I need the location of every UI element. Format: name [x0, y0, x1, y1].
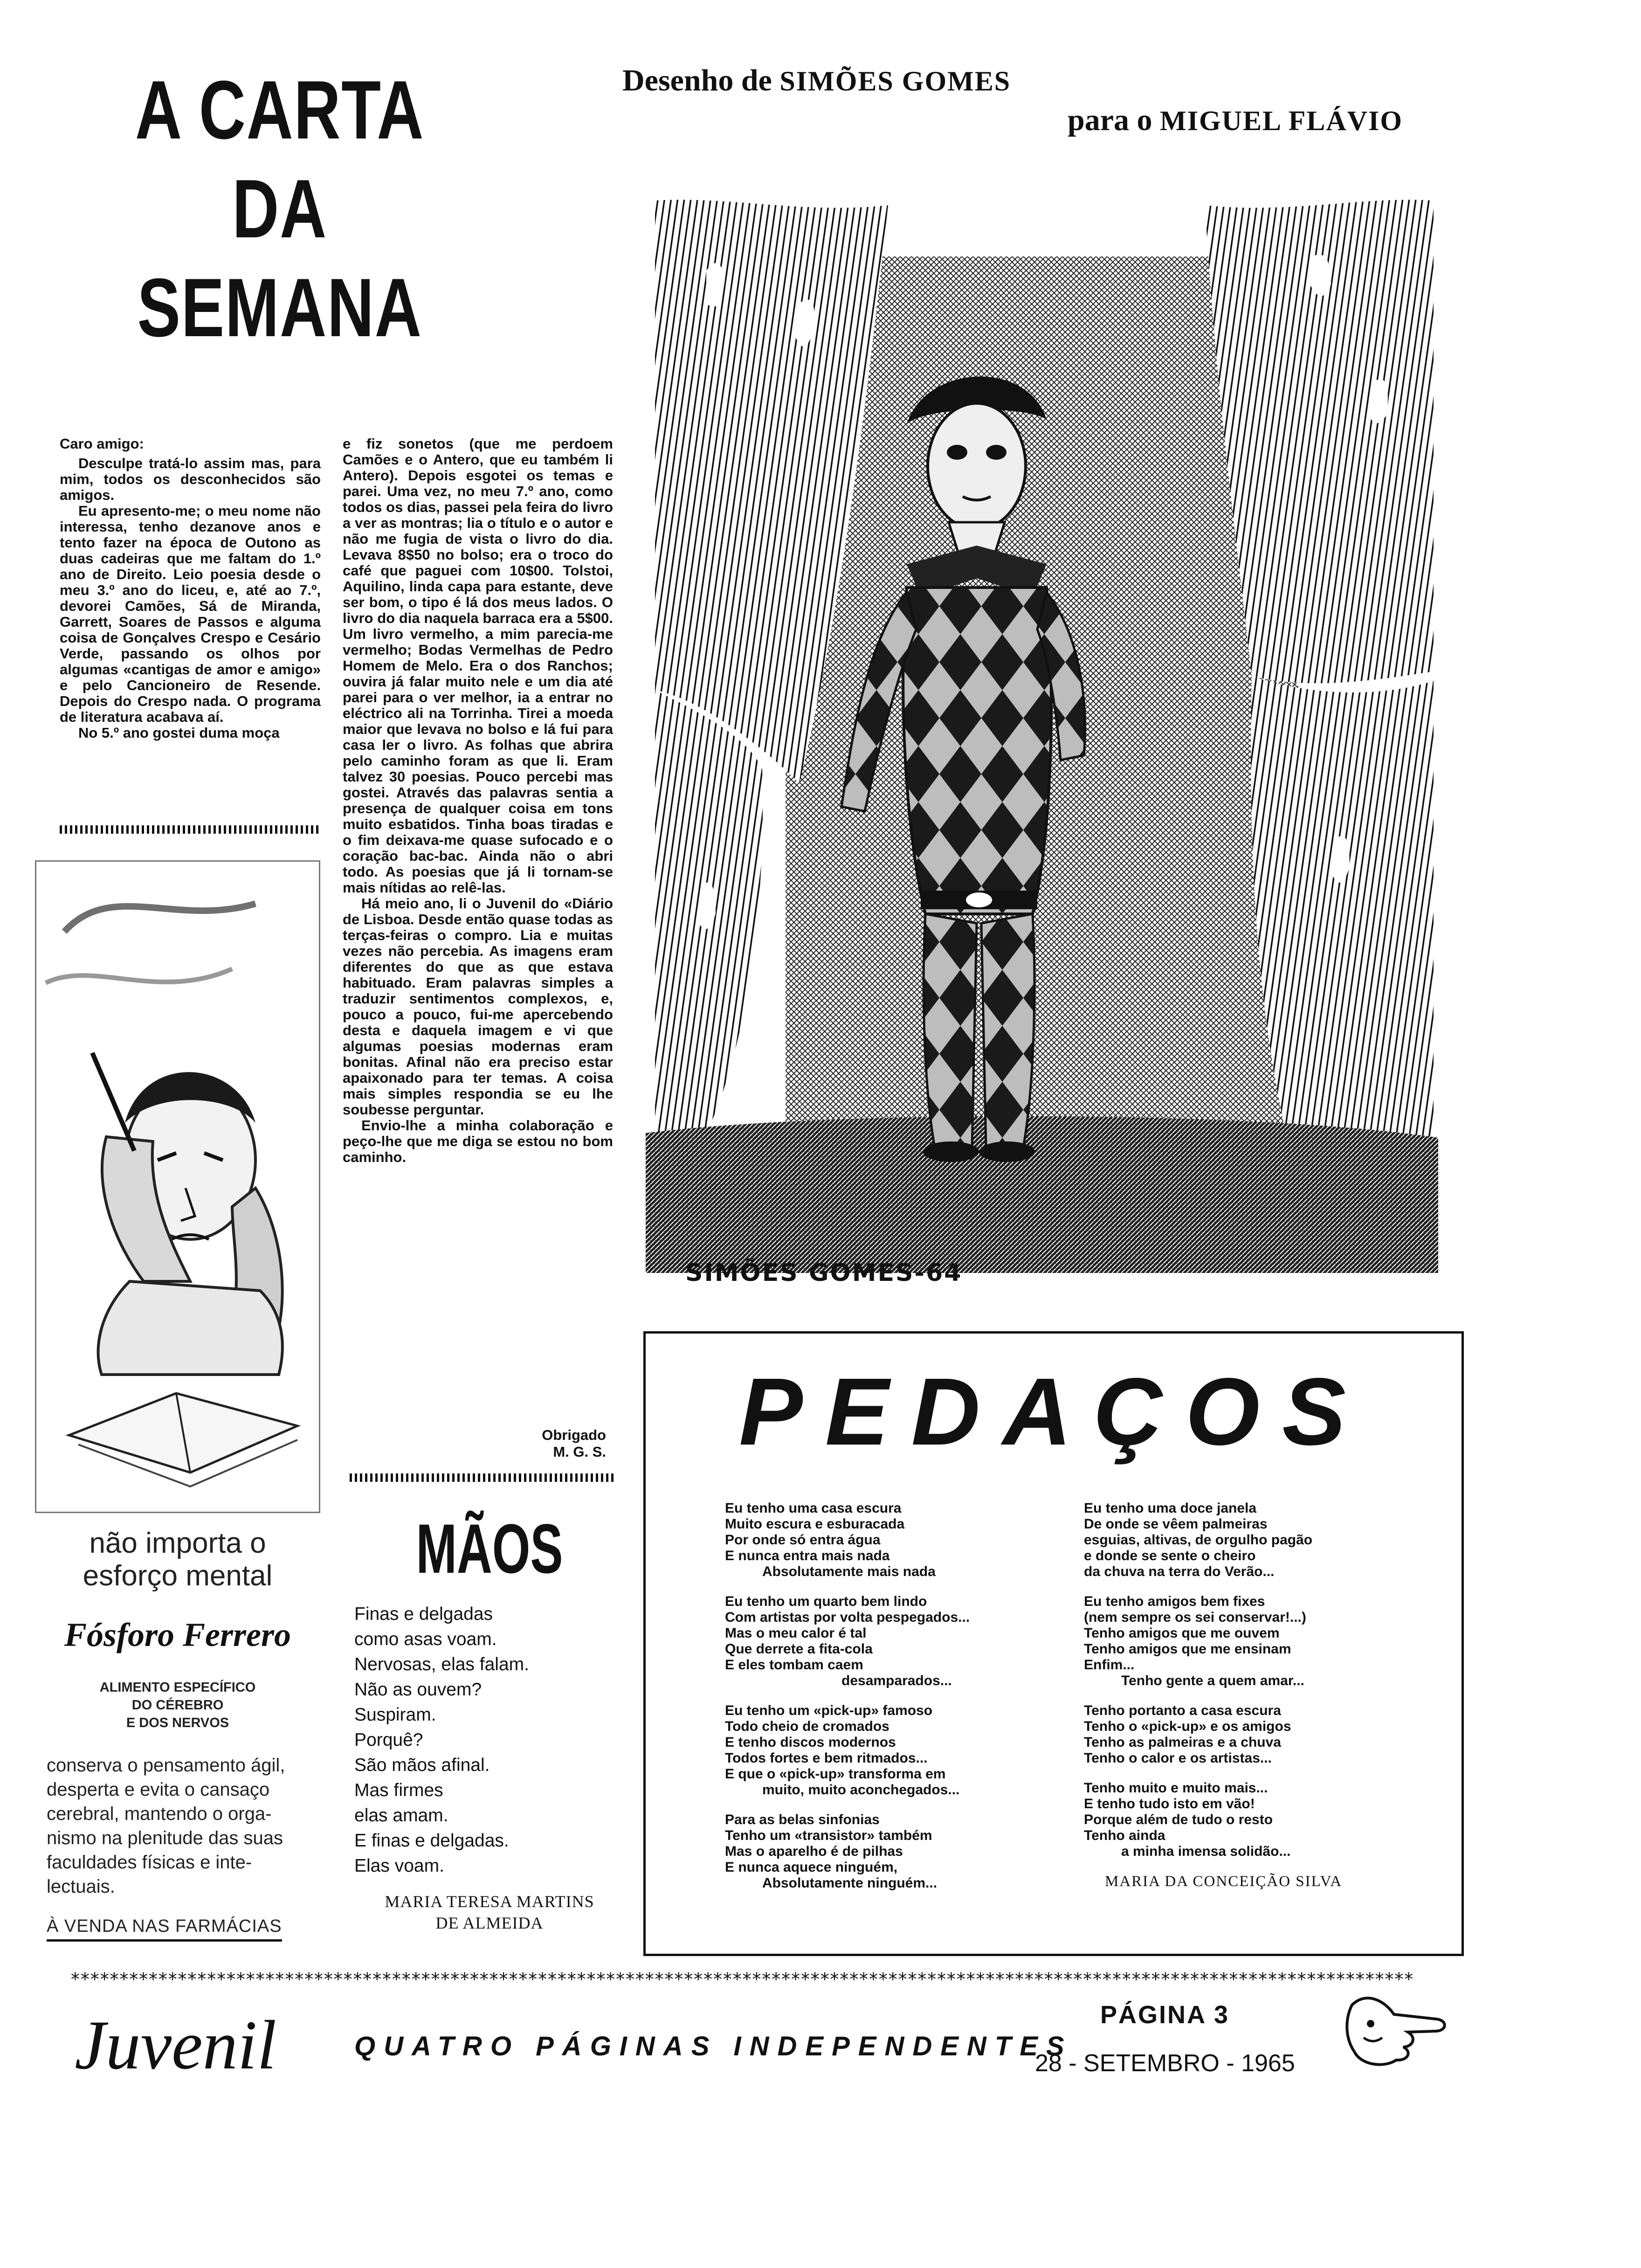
- poem-line: São mãos afinal.: [354, 1755, 490, 1775]
- ad-body: conserva o pensamento ágil, desperta e evita o cansaço cerebral, mantendo o orga- nismo na plenitude das suas faculdades físicas e inte- lectuais.: [47, 1755, 285, 1897]
- stanza: Eu tenho amigos bem fixes (nem sempre os sei conservar!...) Tenho amigos que me ouvem Tenho amigos que me ensinam Enfim... Tenho gente a quem amar...: [1084, 1594, 1306, 1688]
- letter-paragraph: Há meio ano, li o Juvenil do «Diário de Lisboa. Desde então quase todas as terças-feiras o compro. Lia e muitas vezes não percebia. As imagens eram diferentes do que as que estava habituado. Eram palavras simples a traduzir sentimentos complexos, e, pouco a pouco, fui-me apercebendo desta e daquela imagem e vi que algumas poesias modernas eram bonitas. Afinal não era preciso estar apaixonado para ter temas. A coisa mais simples respondia se eu lhe soubesse perguntar.: [343, 895, 613, 1118]
- maos-poem-title: MÃOS: [416, 1509, 563, 1588]
- ad-subtitle: ALIMENTO ESPECÍFICO DO CÉREBRO E DOS NERVOS: [99, 1680, 256, 1730]
- poem-line: E finas e delgadas.: [354, 1831, 509, 1851]
- letter-paragraph: Envio-lhe a minha colaboração e peço-lhe que me diga se estou no bom caminho.: [343, 1117, 613, 1165]
- issue-date: 28 - SETEMBRO - 1965: [1035, 2050, 1295, 2077]
- poem-line: Elas voam.: [354, 1856, 444, 1876]
- zigzag-divider: [350, 1473, 615, 1482]
- ad-slogan: não importa o esforço mental: [83, 1527, 273, 1592]
- ad-brand-logo: Fósforo Ferrero: [64, 1616, 291, 1653]
- ad-footer: À VENDA NAS FARMÁCIAS: [47, 1916, 282, 1942]
- stanza: Eu tenho um «pick-up» famoso Todo cheio de cromados E tenho discos modernos Todos fortes e bem ritmados... E que o «pick-up» transforma em muito, muito aconchegados...: [725, 1703, 960, 1798]
- letter-paragraph: Desculpe tratá-lo assim mas, para mim, todos os desconhecidos são amigos.: [60, 455, 321, 503]
- letter-initials: M. G. S.: [553, 1444, 606, 1460]
- poem-line: Porquê?: [354, 1730, 423, 1750]
- pedacos-column-1: [725, 1500, 1051, 1905]
- stanza: Eu tenho uma casa escura Muito escura e esburacada Por onde só entra água E nunca entra mais nada Absolutamente mais nada: [725, 1500, 936, 1579]
- drawing-credit-line-1: Desenho de SIMÕES GOMES: [622, 63, 1011, 97]
- pedacos-title: PEDAÇOS: [739, 1358, 1368, 1465]
- zigzag-divider: [60, 825, 321, 834]
- drawing-credit-line-2: para o MIGUEL FLÁVIO: [1068, 103, 1403, 137]
- headline: [127, 61, 432, 357]
- letter-paragraph: No 5.º ano gostei duma moça: [78, 725, 280, 741]
- stanza: Eu tenho uma doce janela De onde se vêem palmeiras esguias, altivas, de orgulho pagão e donde se sente o cheiro da chuva na terra do Verão...: [1084, 1500, 1313, 1579]
- letter-paragraph: e fiz sonetos (que me perdoem Camões e o Antero, que eu também li Antero). Depois esgotei os temas e parei. Uma vez, no meu 7.º ano, como todos os dias, passei pela feira do livro a ver as montras; lia o título e o autor e não me fugia de vista o livro do dia. Levava 8$50 no bolso; era o troco do café que paguei com 10$00. Tolstoi, Aquilino, linda capa para estante, deve ser bom, o tipo é lá dos meus lados. O livro do dia naquela barraca era a 5$00. Um livro vermelho, a mim parecia-me vermelho; Bodas Vermelhas de Pedro Homem de Melo. Era o dos Ranchos; ouvira já falar muito nele e um dia até parei para o ver melhor, ia a entrar no eléctrico ali na Torrinha. Tirei a moeda maior que levava no bolso e lá fui para casa ler o livro. As folhas que abrira pelo caminho foram as que li. Eram talvez 30 poesias. Pouco percebi mas gostei. Através das palavras sentia a presença de qualquer coisa em tons muito esbatidos. Tinha boas tiradas e o fim deixava-me quase sufocado e o coração bac-bac. Ainda não o abri todo. As poesias que já li tornam-se mais nítidas ao relê-las.: [343, 436, 613, 896]
- maos-poem-author: MARIA TERESA MARTINS DE ALMEIDA: [385, 1892, 594, 1932]
- stanza: Tenho muito e muito mais... E tenho tudo isto em vão! Porque além de tudo o resto Tenho ainda a minha imensa solidão...: [1084, 1780, 1291, 1859]
- maos-poem-body: [354, 1602, 529, 1879]
- pedacos-column-2: [1084, 1500, 1410, 1889]
- ad-illustration-frame: [35, 860, 320, 1513]
- masthead-tagline: QUATRO PÁGINAS INDEPENDENTES: [354, 2031, 1073, 2061]
- star-divider: ******************************************************************************************************************************************: [70, 1970, 1413, 1989]
- poem-line: Nervosas, elas falam.: [354, 1654, 529, 1674]
- harlequin-drawing-svg: [646, 187, 1438, 1315]
- pointing-hand-icon: [1343, 1986, 1450, 2073]
- stanza: Tenho portanto a casa escura Tenho o «pick-up» e os amigos Tenho as palmeiras e a chuva Tenho o calor e os artistas...: [1084, 1703, 1291, 1766]
- drawing-signature: SIMÕES GOMES-64: [685, 1259, 963, 1287]
- letter-paragraph: Eu apresento-me; o meu nome não interessa, tenho dezanove anos e tento fazer na época de Outono as duas cadeiras que me faltam do 1.º ano de Direito. Leio poesia desde o meu 3.º ano do liceu, e, até ao 7.º, devorei Camões, Sá de Miranda, Garrett, Soares de Passos e alguma coisa de Gonçalves Crespo e Cesário Verde, passando os olhos por algumas «cantigas de amor e amigo» e pelo Cancioneiro de Resende. Depois do Crespo nada. O programa de literatura acabava aí.: [60, 503, 321, 725]
- letter-signoff: Obrigado: [542, 1427, 606, 1443]
- poem-line: elas amam.: [354, 1805, 448, 1825]
- poem-line: Suspiram.: [354, 1705, 436, 1725]
- poem-line: Não as ouvem?: [354, 1680, 482, 1700]
- masthead-logo: Juvenil: [75, 2006, 277, 2084]
- letter-signature: [466, 1427, 606, 1460]
- stanza: Eu tenho um quarto bem lindo Com artistas por volta pespegados... Mas o meu calor é tal Que derrete a fita-cola E eles tombam caem desamparados...: [725, 1594, 970, 1688]
- poem-line: como asas voam.: [354, 1629, 497, 1649]
- thinking-man-illustration: [36, 862, 319, 1512]
- harlequin-drawing: [646, 187, 1438, 1315]
- letter-column-1: [60, 436, 321, 741]
- poem-line: Mas firmes: [354, 1780, 443, 1800]
- page-number: PÁGINA 3: [1100, 2001, 1230, 2029]
- letter-column-2: [343, 436, 613, 1165]
- poem-line: Finas e delgadas: [354, 1604, 493, 1624]
- headline-line-1: A CARTA: [135, 63, 425, 156]
- pedacos-author: MARIA DA CONCEIÇÃO SILVA: [1105, 1873, 1343, 1890]
- headline-line-3: SEMANA: [137, 261, 422, 354]
- letter-salutation: Caro amigo:: [60, 436, 144, 452]
- headline-line-2: DA: [232, 162, 327, 255]
- stanza: Para as belas sinfonias Tenho um «transistor» também Mas o aparelho é de pilhas E nunca aquece ninguém, Absolutamente ninguém...: [725, 1812, 938, 1891]
